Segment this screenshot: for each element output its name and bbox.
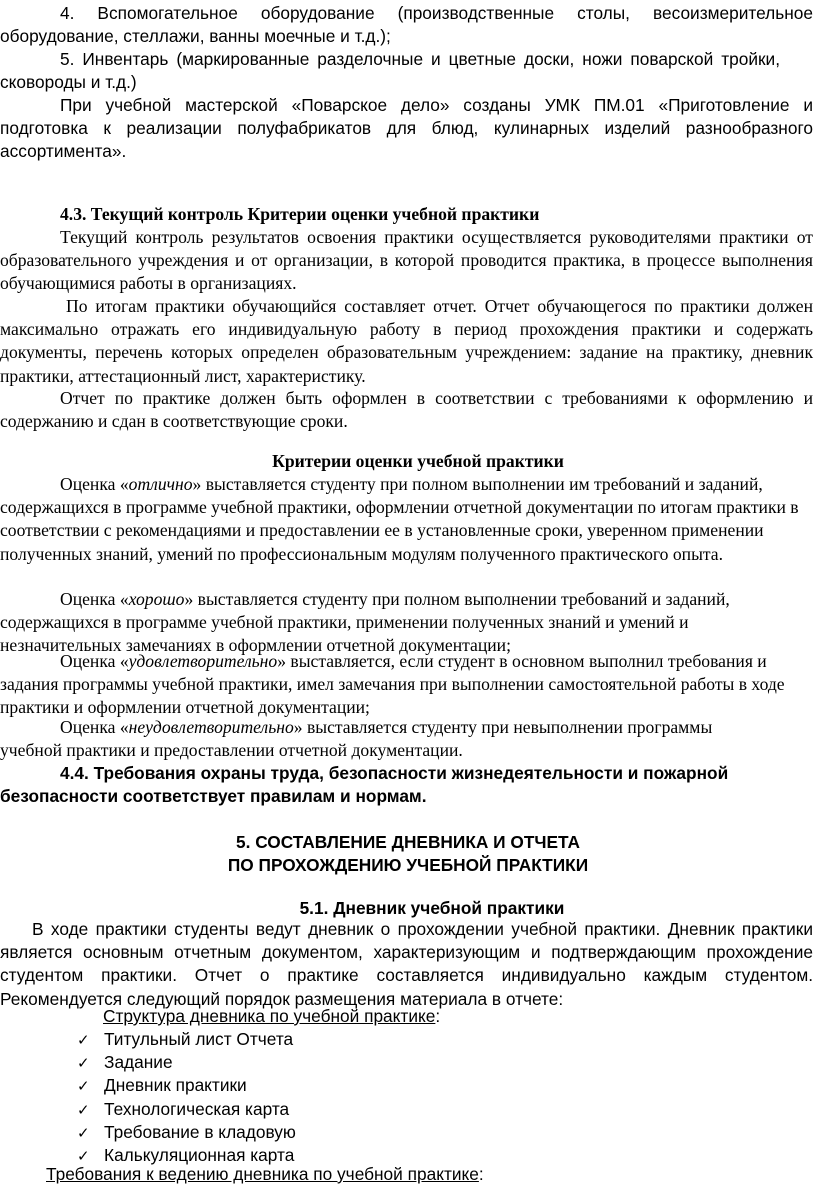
grade-suffix: »	[192, 474, 202, 494]
criteria-heading: Критерии оценки учебной практики	[272, 451, 564, 471]
grade-prefix: Оценка «	[60, 717, 129, 737]
grade-unsatisfactory-paragraph	[0, 716, 775, 762]
section-5-title-line2: ПО ПРОХОЖДЕНИЮ УЧЕБНОЙ ПРАКТИКИ	[227, 855, 589, 875]
list-item-label: Титульный лист Отчета	[104, 1029, 294, 1049]
requirements-title: Требования к ведению дневника по учебной практике	[46, 1164, 479, 1184]
structure-title: Структура дневника по учебной практике	[103, 1006, 436, 1026]
grade-good-paragraph	[0, 588, 810, 658]
grade-satisfactory-text: выставляется, если студент в основном выполнил требования и задания программы учебной практики, имел замечания при выполнении самостоятельной работы в ходе практики и оформлении отчетной документации;	[0, 651, 785, 718]
grade-good-text: выставляется студенту при полном выполнении требований и заданий, содержащихся в программе учебной практики, применении полученных знаний и умений и незначительных замечаниях в оформлении отчетной документации;	[0, 589, 730, 656]
report-format-paragraph: Отчет по практике должен быть оформлен в соответствии с требованиями к оформлению и содержанию и сдан в соответствующие сроки.	[0, 388, 813, 432]
grade-unsatisfactory-label: неудовлетворительно	[128, 717, 294, 737]
requirements-title-line	[46, 1163, 746, 1186]
grade-prefix: Оценка «	[60, 589, 129, 609]
diary-heading: 5.1. Дневник учебной практики	[299, 898, 565, 918]
list-item-label: Требование в кладовую	[104, 1121, 296, 1142]
list-item	[77, 1098, 296, 1121]
list-item	[77, 1074, 296, 1097]
checkmark-icon: ✓	[77, 1146, 90, 1165]
checkmark-icon: ✓	[77, 1100, 90, 1119]
equipment-item-4: 4. Вспомогательное оборудование (производственные столы, весоизмерительное оборудование, стеллажи, ванны моечные и т.д.);	[0, 3, 813, 47]
grade-suffix: »	[184, 589, 194, 609]
grade-prefix: Оценка «	[60, 651, 129, 671]
grade-satisfactory-label: удовлетворительно	[128, 651, 278, 671]
checkmark-icon: ✓	[77, 1031, 90, 1049]
equipment-item-5: 5. Инвентарь (маркированные разделочные и цветные доски, ножи поварской тройки, сковороды и т.д.)	[0, 49, 780, 93]
structure-title-line	[103, 1005, 803, 1028]
grade-excellent-paragraph	[0, 473, 805, 566]
checkmark-icon: ✓	[77, 1123, 90, 1142]
grade-suffix: »	[293, 717, 303, 737]
list-item	[77, 1028, 296, 1051]
section-4-3-heading: 4.3. Текущий контроль Критерии оценки учебной практики	[60, 204, 540, 224]
list-item-label: Дневник практики	[104, 1075, 247, 1096]
report-content-paragraph: По итогам практики обучающийся составляет отчет. Отчет обучающегося по практики должен максимально отражать его индивидуальную работу в период прохождения практики и содержать документы, перечень которых определен образовательным учреждением: задание на практику, дневник практики, аттестационный лист, характеристику.	[0, 296, 813, 386]
structure-title-colon: :	[435, 1006, 441, 1026]
list-item-label: Задание	[104, 1052, 173, 1073]
grade-satisfactory-paragraph	[0, 650, 800, 720]
list-item	[77, 1051, 296, 1074]
section-5-title-line1: 5. СОСТАВЛЕНИЕ ДНЕВНИКА И ОТЧЕТА	[236, 832, 580, 852]
grade-prefix: Оценка «	[60, 474, 129, 494]
grade-unsatisfactory-text: выставляется студенту при невыполнении программы учебной практики и предоставлении отчетной документации.	[0, 717, 713, 761]
list-item-label: Калькуляционная карта	[104, 1144, 295, 1165]
grade-excellent-label: отлично	[128, 474, 193, 494]
structure-checklist	[77, 1028, 296, 1167]
list-item	[77, 1121, 296, 1144]
grade-good-label: хорошо	[128, 589, 185, 609]
current-control-paragraph: Текущий контроль результатов освоения практики осуществляется руководителями практики от образовательного учреждения и от организации, в которой проводится практика, в процессе выполнения обучающимися работы в организациях.	[0, 227, 813, 294]
grade-excellent-text: выставляется студенту при полном выполнении им требований и заданий, содержащихся в программе учебной практики, оформлении отчетной документации по итогам практики в соответствии с рекомендациями и предоставлении ее в установленные сроки, уверенном применении полученных знаний, умений по профессиональным модулям полученного практического опыта.	[0, 474, 799, 564]
list-item-label: Технологическая карта	[104, 1098, 290, 1119]
section-4-4-text: 4.4. Требования охраны труда, безопасности жизнедеятельности и пожарной безопасности соответствует правилам и нормам.	[0, 763, 729, 807]
checkmark-icon: ✓	[77, 1054, 90, 1073]
requirements-title-colon: :	[478, 1164, 484, 1184]
diary-intro-paragraph: В ходе практики студенты ведут дневник о прохождении учебной практики. Дневник практики является основным отчетным документом, характеризующим и подтверждающим прохождение студентом практики. Отчет о практике составляется индивидуально каждым студентом. Рекомендуется следующий порядок размещения материала в отчете:	[0, 919, 813, 1009]
grade-suffix: »	[277, 651, 286, 671]
checkmark-icon: ✓	[77, 1077, 90, 1096]
umk-paragraph: При учебной мастерской «Поварское дело» созданы УМК ПМ.01 «Приготовление и подготовка к реализации полуфабрикатов для блюд, кулинарных изделий разнообразного ассортимента».	[0, 95, 813, 162]
